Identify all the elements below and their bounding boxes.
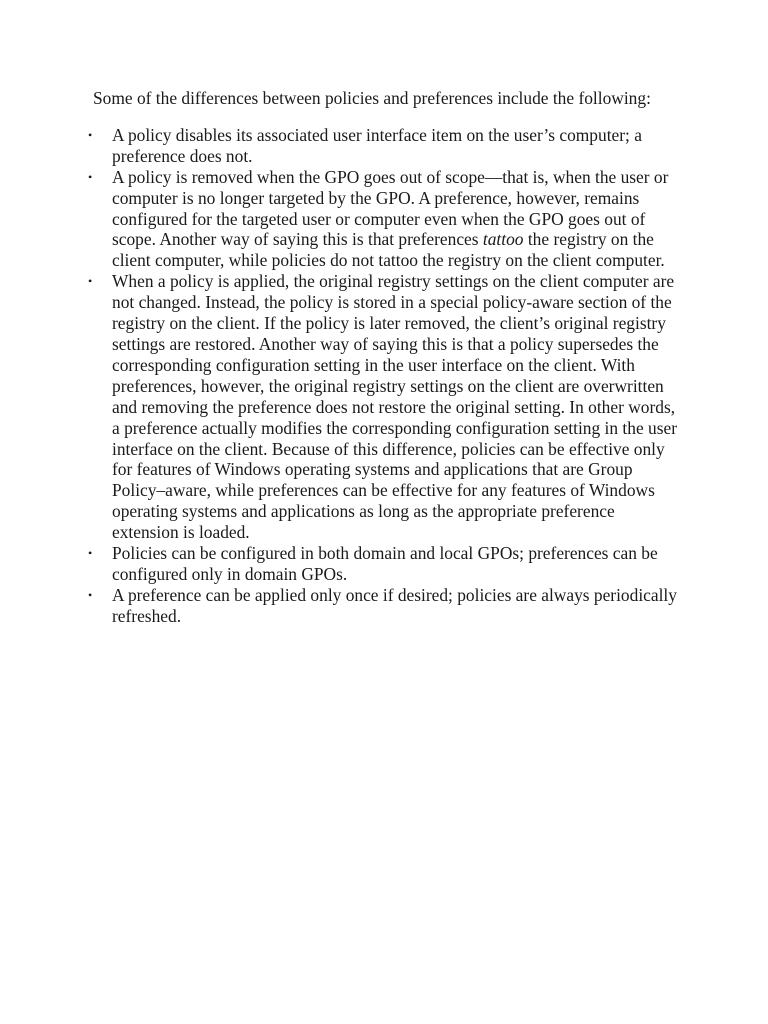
- list-item-domain-local-gpos: [88, 543, 683, 585]
- list-item-text: Policies can be configured in both domain and local GPOs; preferences can be configured only in domain GPOs.: [112, 543, 658, 584]
- list-item-scope-and-tattoo: [88, 166, 683, 272]
- list-item-text-before: A policy is removed when the GPO goes out of scope—that is, when the user or computer is no longer targeted by the GPO. A preference, however, remains configured for the targeted user or computer even when the GPO goes out of scope. Another way of saying this is that preferences: [112, 166, 669, 250]
- list-item-text: When a policy is applied, the original registry settings on the client computer are not changed. Instead, the policy is stored in a special policy-aware section of the registry on the client. If the policy is later removed, the client’s original registry settings are restored. Another way of saying this is that a policy supersedes the corresponding configuration setting in the user interface on the client. With preferences, however, the original registry settings on the client are overwritten and removing the preference does not restore the original setting. In other words, a preference actually modifies the corresponding configuration setting in the user interface on the client. Because of this difference, policies can be effective only for features of Windows operating systems and applications that are Group Policy–aware, while preferences can be effective for any features of Windows operating systems and applications as long as the appropriate preference extension is loaded.: [112, 271, 677, 543]
- document-body: [88, 88, 683, 627]
- bullet-icon: •: [88, 127, 93, 142]
- bullet-icon: •: [88, 274, 93, 289]
- tattoo-emphasis: tattoo: [482, 229, 524, 250]
- list-item-policy-disables-ui: [88, 124, 683, 167]
- bullet-icon: •: [88, 169, 93, 184]
- list-item-text-after: the registry on the client computer, while policies do not tattoo the registry on the client computer.: [112, 229, 665, 271]
- list-item-text: A policy disables its associated user interface item on the user’s computer; a preference does not.: [112, 124, 642, 166]
- differences-list: [88, 124, 683, 627]
- list-item-text: A preference can be applied only once if desired; policies are always periodically refreshed.: [112, 584, 677, 626]
- list-item-registry-settings: [88, 271, 683, 543]
- intro-paragraph: Some of the differences between policies and preferences include the following:: [93, 88, 651, 108]
- bullet-icon: •: [88, 587, 93, 602]
- bullet-icon: •: [88, 546, 93, 561]
- list-item-refresh-behavior: [88, 584, 683, 627]
